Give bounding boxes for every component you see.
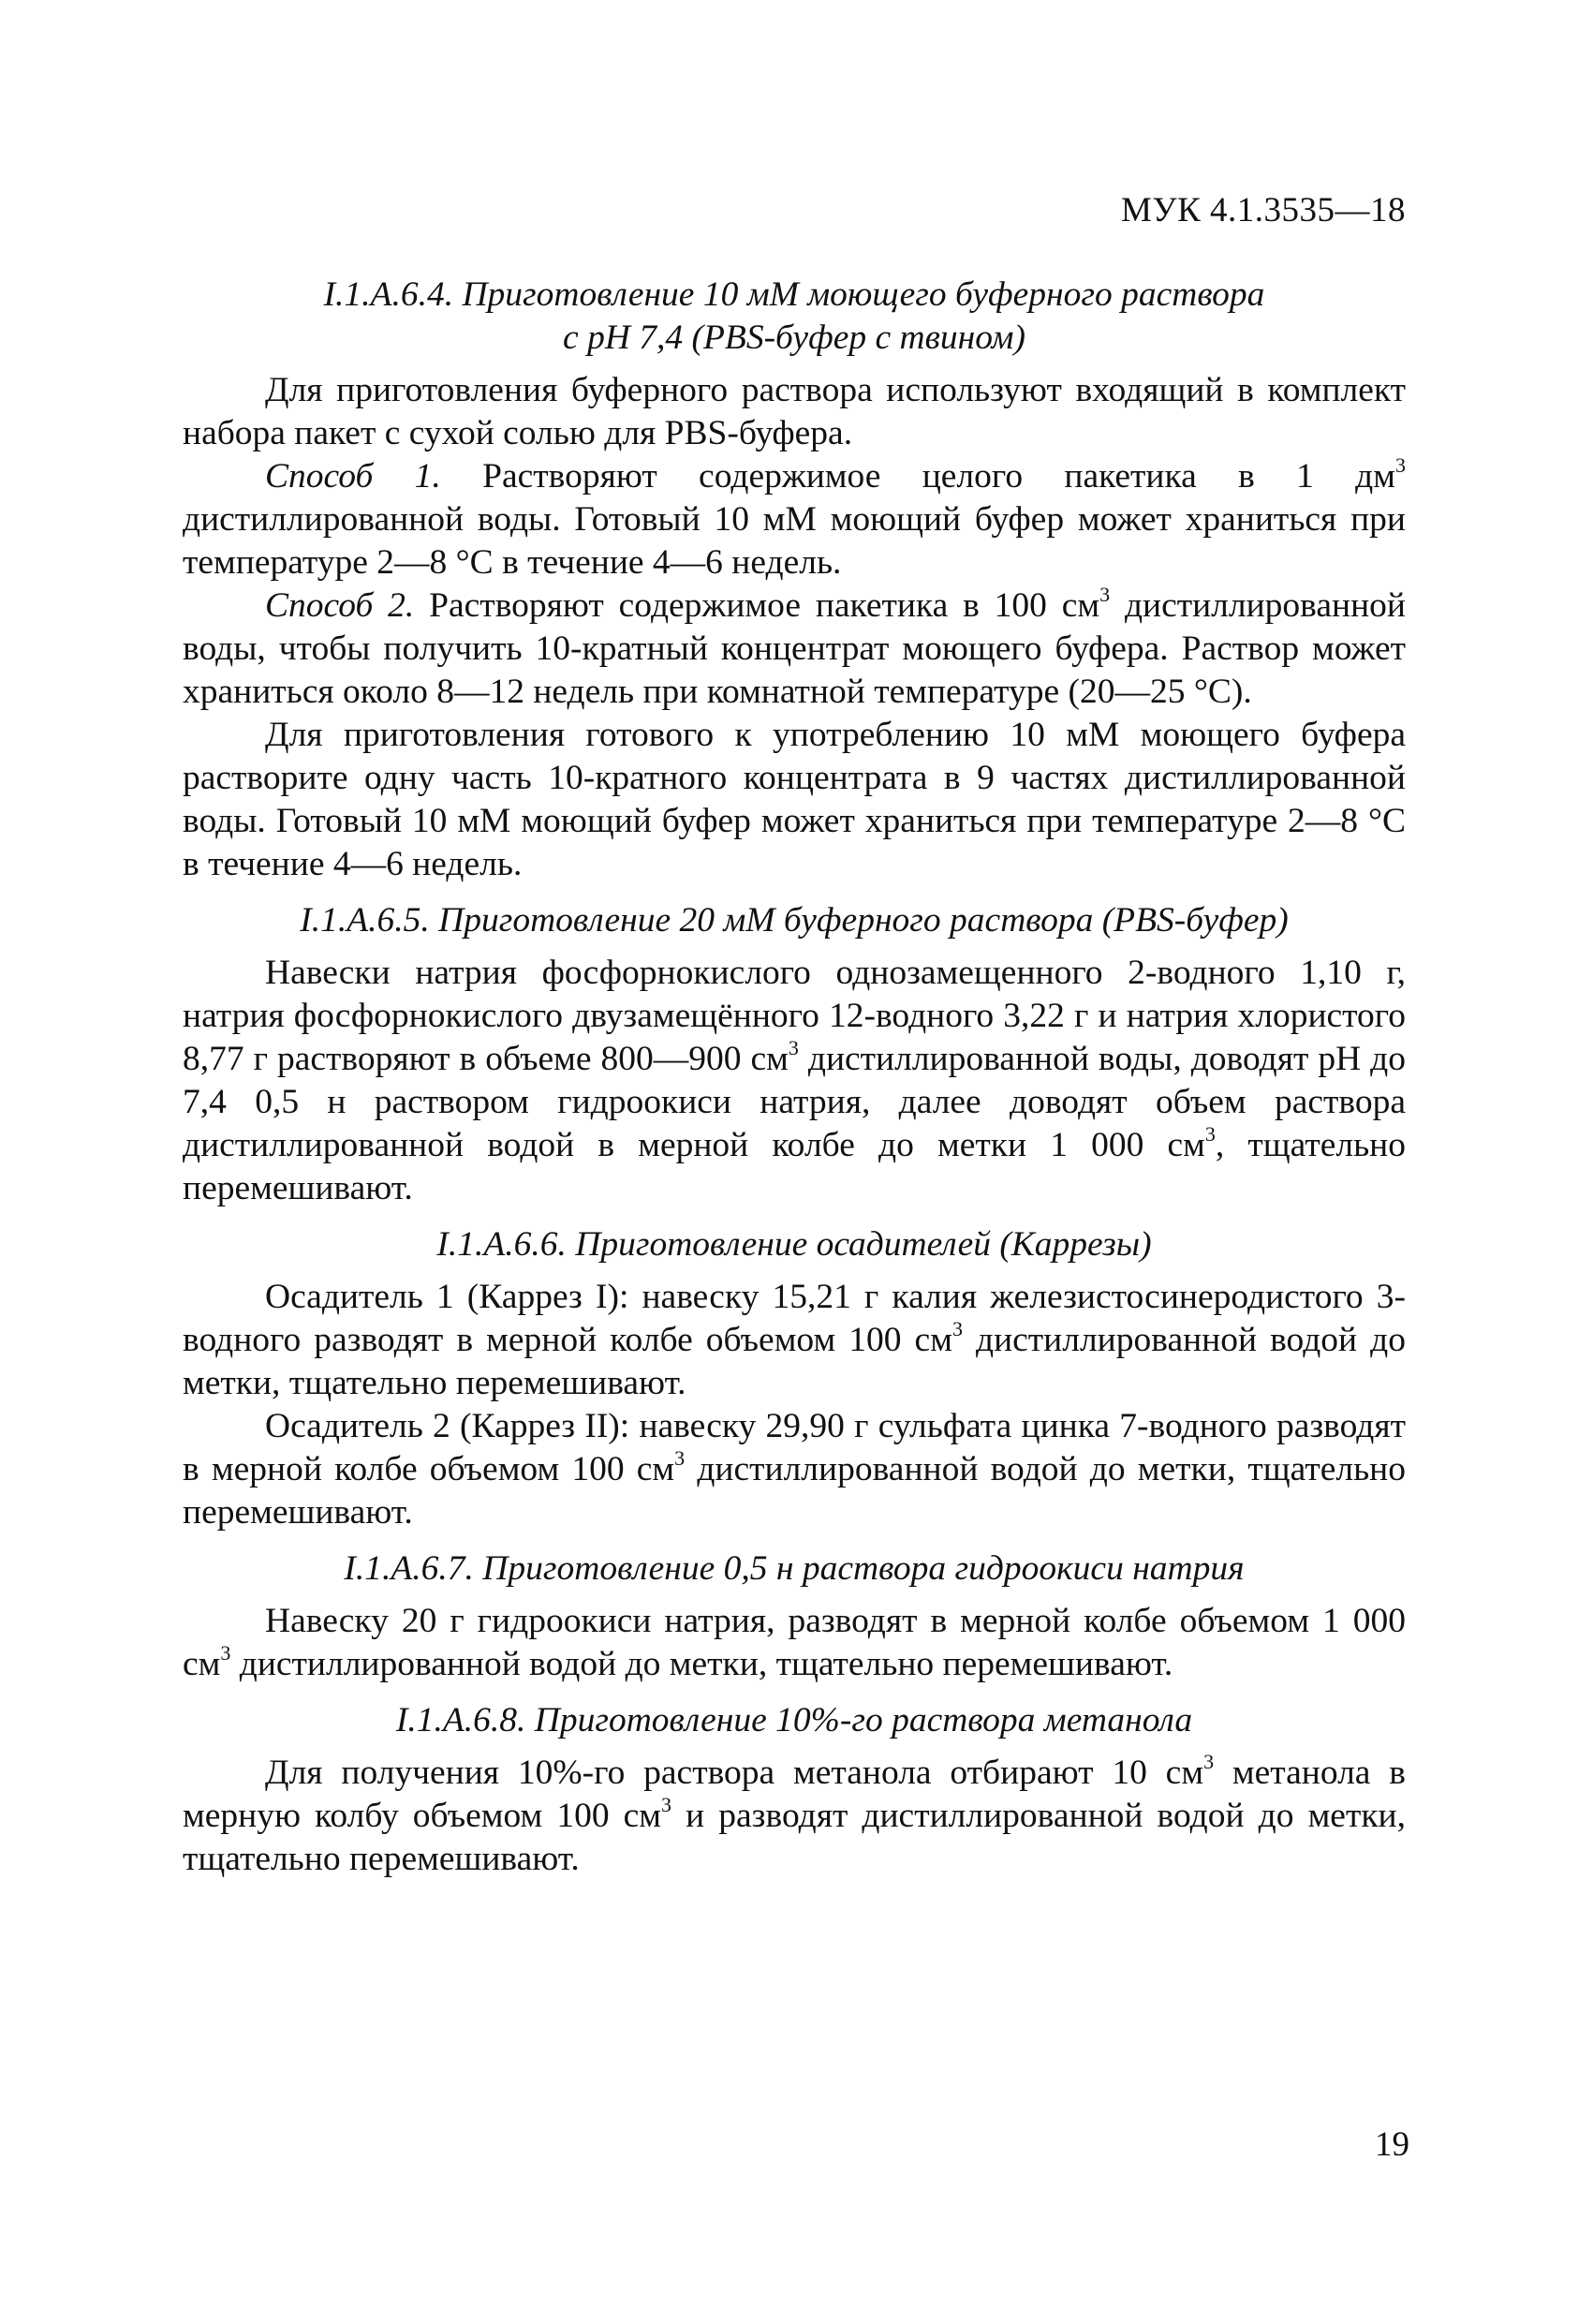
page-number: 19 bbox=[1375, 2125, 1409, 2164]
superscript: 3 bbox=[220, 1641, 231, 1665]
method-label: Способ 1. bbox=[265, 457, 441, 496]
section-title-6-4-line1: I.1.A.6.4. Приготовление 10 мМ моющего буферного раствора bbox=[323, 275, 1265, 314]
superscript: 3 bbox=[788, 1036, 799, 1059]
paragraph bbox=[183, 1752, 1406, 1881]
paragraph-text: дистиллированной воды, чтобы получить 10-кратный концентрат моющего буфера. Раствор может храниться около 8—12 недель при комнатной температуре (20—25 °С). bbox=[183, 586, 1406, 711]
paragraph-text: Навеску 20 г гидроокиси натрия, разводят в мерной колбе объемом 1 000 см bbox=[183, 1602, 1406, 1683]
paragraph-text: Растворяют содержимое пакетика в 100 см bbox=[414, 586, 1100, 625]
paragraph bbox=[183, 1600, 1406, 1686]
section-title-6-8: I.1.A.6.8. Приготовление 10%-го раствора метанола bbox=[395, 1701, 1193, 1739]
paragraph-text: дистиллированной водой до метки, тщательно перемешивают. bbox=[183, 1321, 1407, 1402]
paragraph bbox=[183, 455, 1406, 585]
section-title-6-6: I.1.A.6.6. Приготовление осадителей (Каррезы) bbox=[436, 1225, 1152, 1264]
paragraph bbox=[183, 1276, 1406, 1405]
superscript: 3 bbox=[1395, 453, 1406, 477]
paragraph-text: Растворяют содержимое целого пакетика в 1 дм bbox=[440, 457, 1395, 496]
paragraph bbox=[183, 952, 1406, 1210]
paragraph-text: Осадитель 2 (Каррез II): навеску 29,90 г сульфата цинка 7-водного разводят в мерной колбе объемом 100 см bbox=[183, 1407, 1406, 1488]
paragraph-text: дистиллированной воды. Готовый 10 мМ моющий буфер может храниться при температуре 2—8 °С в течение 4—6 недель. bbox=[183, 500, 1406, 582]
section-title-6-5: I.1.A.6.5. Приготовление 20 мМ буферного раствора (PBS-буфер) bbox=[300, 901, 1289, 940]
superscript: 3 bbox=[674, 1446, 686, 1470]
section-title-6-4 bbox=[183, 274, 1406, 360]
superscript: 3 bbox=[1204, 1122, 1216, 1146]
superscript: 3 bbox=[1203, 1750, 1215, 1773]
document-code: МУК 4.1.3535—18 bbox=[1120, 191, 1406, 229]
paragraph-text: дистиллированной воды, доводят pH до 7,4 0,5 н раствором гидроокиси натрия, далее доводят объем раствора дистиллированной водой в мерной колбе до метки 1 000 см bbox=[183, 1040, 1406, 1164]
paragraph bbox=[183, 714, 1406, 886]
superscript: 3 bbox=[1099, 583, 1111, 606]
paragraph bbox=[183, 585, 1406, 714]
paragraph-text: Для получения 10%-го раствора метанола отбирают 10 см bbox=[265, 1754, 1204, 1792]
section-title-6-7: I.1.A.6.7. Приготовление 0,5 н раствора гидроокиси натрия bbox=[344, 1549, 1245, 1588]
paragraph-text: дистиллированной водой до метки, тщательно перемешивают. bbox=[230, 1645, 1173, 1683]
method-label: Способ 2. bbox=[265, 586, 415, 625]
document-body bbox=[183, 274, 1406, 1881]
paragraph-text: Для приготовления буферного раствора используют входящий в комплект набора пакет с сухой солью для PBS-буфера. bbox=[183, 371, 1406, 452]
paragraph-text: , тщательно перемешивают. bbox=[183, 1126, 1406, 1207]
paragraph-text: Навески натрия фосфорнокислого однозамещенного 2-водного 1,10 г, натрия фосфорнокислого двузамещённого 12-водного 3,22 г и натрия хлористого 8,77 г растворяют в объеме 800—900 см bbox=[183, 954, 1406, 1078]
paragraph bbox=[183, 1405, 1406, 1534]
superscript: 3 bbox=[661, 1793, 672, 1816]
section-title-6-4-line2: с pH 7,4 (PBS-буфер с твином) bbox=[563, 318, 1025, 357]
paragraph bbox=[183, 369, 1406, 455]
paragraph-text: Для приготовления готового к употреблению 10 мМ моющего буфера растворите одну часть 10-кратного концентрата в 9 частях дистиллированной воды. Готовый 10 мМ моющий буфер может храниться при температуре 2—8 °С в течение 4—6 недель. bbox=[183, 716, 1406, 883]
paragraph-text: и разводят дистиллированной водой до метки, тщательно перемешивают. bbox=[183, 1797, 1406, 1878]
paragraph-text: Осадитель 1 (Каррез I): навеску 15,21 г калия железистосинеродистого 3-водного разводят в мерной колбе объемом 100 см bbox=[183, 1278, 1406, 1359]
paragraph-text: метанола в мерную колбу объемом 100 см bbox=[183, 1754, 1406, 1835]
paragraph-text: дистиллированной водой до метки, тщательно перемешивают. bbox=[183, 1450, 1406, 1532]
superscript: 3 bbox=[951, 1317, 963, 1340]
